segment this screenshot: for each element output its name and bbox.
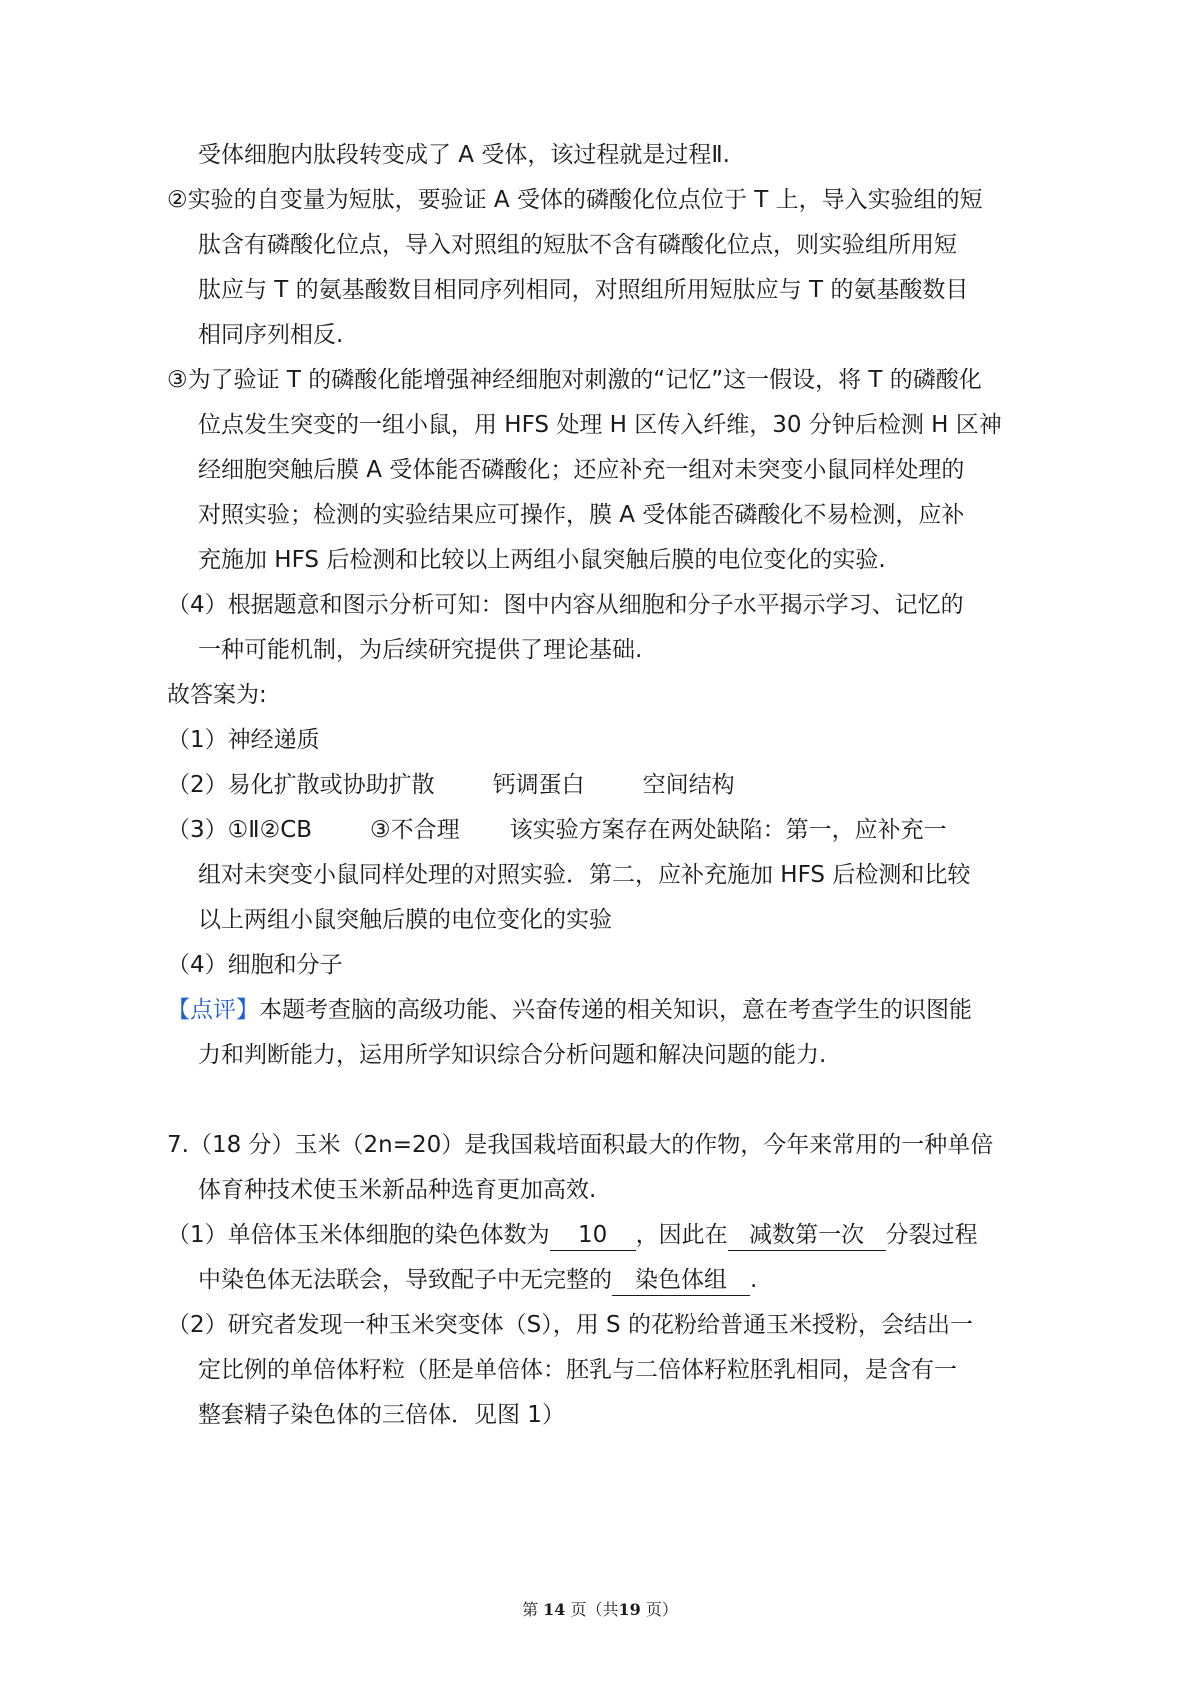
subquestion-text: （1）单倍体玉米体细胞的染色体数为 — [167, 1222, 550, 1248]
answer-line: 以上两组小鼠突触后膜的电位变化的实验 — [198, 907, 612, 933]
answer-item-3 — [167, 813, 947, 847]
answer-line: 受体细胞内肽段转变成了 A 受体，该过程就是过程Ⅱ. — [198, 142, 730, 168]
answer-item-1: （1）神经递质 — [167, 727, 320, 753]
page-total: 19 — [618, 1600, 641, 1619]
answer-line: 相同序列相反. — [198, 322, 344, 348]
footer-text: 第 — [522, 1600, 539, 1619]
subquestion-text: 分裂过程 — [885, 1222, 978, 1248]
subquestion-text: . — [750, 1267, 758, 1293]
answer-line: 肽含有磷酸化位点，导入对照组的短肽不含有磷酸化位点，则实验组所用短 — [198, 232, 957, 258]
subquestion-2-cont: 整套精子染色体的三倍体．见图 1） — [198, 1402, 565, 1428]
answer-line: 位点发生突变的一组小鼠，用 HFS 处理 H 区传入纤维，30 分钟后检测 H 区神 — [198, 412, 1002, 438]
answer-line: 充施加 HFS 后检测和比较以上两组小鼠突触后膜的电位变化的实验. — [198, 547, 886, 573]
question-stem: 体育种技术使玉米新品种选育更加高效. — [198, 1177, 597, 1203]
answer-line: 一种可能机制，为后续研究提供了理论基础. — [198, 637, 643, 663]
page-number: 14 — [543, 1600, 566, 1619]
answer-line: 组对未突变小鼠同样处理的对照实验．第二，应补充施加 HFS 后检测和比较 — [198, 862, 971, 888]
subquestion-1-cont — [198, 1263, 757, 1297]
answer-part: 钙调蛋白 — [492, 772, 585, 798]
footer-text: 页） — [645, 1600, 678, 1619]
answer-blank: 10 — [550, 1220, 636, 1251]
comment-text: 本题考查脑的高级功能、兴奋传递的相关知识，意在考查学生的识图能 — [259, 997, 972, 1023]
answer-part: 该实验方案存在两处缺陷：第一，应补充一 — [509, 817, 947, 843]
answer-line: （4）根据题意和图示分析可知：图中内容从细胞和分子水平揭示学习、记忆的 — [167, 592, 964, 618]
page-footer — [0, 1597, 1200, 1620]
answer-line: 经细胞突触后膜 A 受体能否磷酸化；还应补充一组对未突变小鼠同样处理的 — [198, 457, 965, 483]
answer-part: 空间结构 — [642, 772, 735, 798]
subquestion-text: ，因此在 — [635, 1222, 728, 1248]
answer-blank: 减数第一次 — [728, 1220, 886, 1251]
answer-blank: 染色体组 — [612, 1265, 750, 1296]
subquestion-text: 中染色体无法联会，导致配子中无完整的 — [198, 1267, 612, 1293]
footer-text: 页（共 — [570, 1600, 619, 1619]
answer-line: 肽应与 T 的氨基酸数目相同序列相同，对照组所用短肽应与 T 的氨基酸数目 — [198, 277, 969, 303]
answer-line: ②实验的自变量为短肽，要验证 A 受体的磷酸化位点位于 T 上，导入实验组的短 — [167, 187, 983, 213]
answer-part: （3）①Ⅱ②CB — [167, 817, 313, 843]
answer-part: ③不合理 — [370, 817, 460, 843]
answer-line: ③为了验证 T 的磷酸化能增强神经细胞对刺激的“记忆”这一假设，将 T 的磷酸化 — [167, 367, 982, 393]
comment-line: 力和判断能力，运用所学知识综合分析问题和解决问题的能力. — [198, 1042, 827, 1068]
subquestion-1 — [167, 1218, 978, 1252]
answer-part: （2）易化扩散或协助扩散 — [167, 772, 435, 798]
comment-line — [167, 993, 972, 1027]
comment-tag: 【点评】 — [167, 997, 259, 1023]
answer-item-4: （4）细胞和分子 — [167, 952, 343, 978]
subquestion-2: （2）研究者发现一种玉米突变体（S），用 S 的花粉给普通玉米授粉，会结出一 — [167, 1312, 973, 1338]
answer-intro: 故答案为: — [167, 682, 267, 708]
subquestion-2-cont: 定比例的单倍体籽粒（胚是单倍体：胚乳与二倍体籽粒胚乳相同，是含有一 — [198, 1357, 957, 1383]
question-stem: 7.（18 分）玉米（2n=20）是我国栽培面积最大的作物，今年来常用的一种单倍 — [167, 1132, 994, 1158]
answer-item-2 — [167, 768, 735, 802]
answer-line: 对照实验；检测的实验结果应可操作，膜 A 受体能否磷酸化不易检测，应补 — [198, 502, 965, 528]
